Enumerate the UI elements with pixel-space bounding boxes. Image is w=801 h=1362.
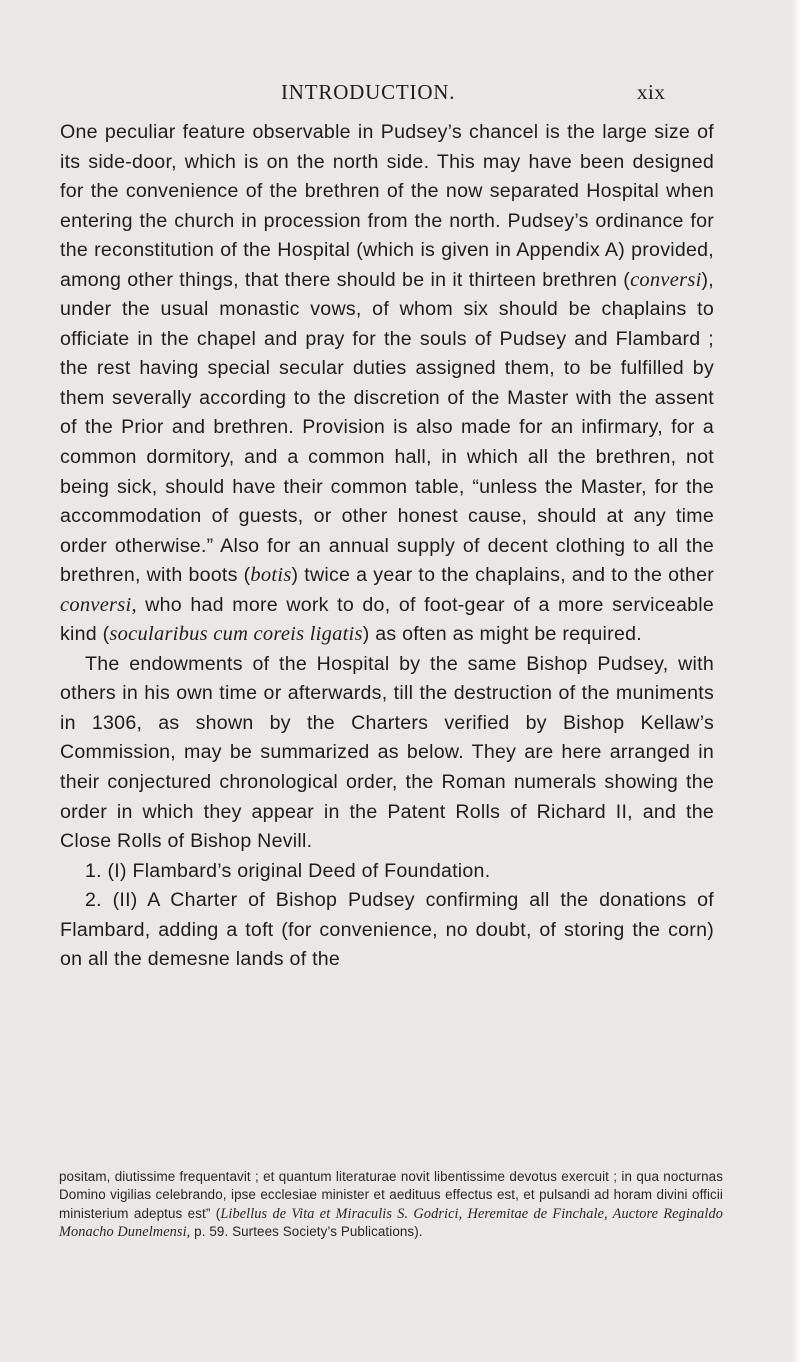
list-item-1: 1. (I) Flambard’s original Deed of Foundation. [85, 859, 491, 882]
italic-term: conversi, [60, 593, 137, 616]
footnote-text: positam, diutissime frequentavit ; et quantum literaturae novit libentissime devotus exercuit ; in qua nocturnas Domino vigilias celebrando, ipse ecclesiae minister et aedituus effectus est, et pulsandi ad horam divini officii ministerium adeptus est” ( [59, 1169, 723, 1221]
footnote-text: p. 59. Surtees Society’s Publications). [190, 1223, 423, 1239]
paragraph-chancel [60, 118, 714, 650]
body-text [60, 118, 714, 975]
text-run: ) as often as might be required. [362, 623, 642, 646]
italic-term: socularibus cum coreis ligatis [109, 623, 363, 646]
italic-term: botis [250, 564, 292, 587]
text-run: ) twice a year to the chaplains, and to the other [291, 564, 715, 587]
running-title: INTRODUCTION. [281, 80, 456, 104]
running-head [0, 80, 801, 110]
italic-term: conversi [630, 268, 702, 291]
text-run: ), under the usual monastic vows, of whom six should be chaplains to officiate in the chapel and pray for the souls of Pudsey and Flambard ; the rest having special secular duties assigned them, to be fulfilled by them severally according to the discretion of the Master with the assent of the Prior and brethren. Provision is also made for an infirmary, for a common dormitory, and a common hall, in which all the brethren, not being sick, should have their common table, “unless the Master, for the accommodation of guests, or other honest cause, should at any time order otherwise.” Also for an annual supply of decent clothing to all the brethren, with boots ( [60, 268, 714, 587]
text-run: One peculiar feature observable in Pudsey’s chancel is the large size of its side-door, which is on the north side. This may have been designed for the convenience of the brethren of the now separated Hospital when entering the church in procession from the north. Pudsey’s ordinance for the reconstitution of the Hospital (which is given in Appendix A) provided, among other things, that there should be in it thirteen brethren ( [60, 121, 714, 291]
footnote-citation: Libellus de Vita et Miraculis S. Godrici, Heremitae de Finchale, Auctore Reginaldo Monacho Dunelmensi, [59, 1205, 723, 1240]
page-number: xix [637, 80, 666, 104]
list-item-2: 2. (II) A Charter of Bishop Pudsey confirming all the donations of Flambard, adding a toft (for convenience, no doubt, of storing the corn) on all the demesne lands of the [60, 889, 714, 971]
footnote [59, 1168, 723, 1241]
paragraph-endowments: The endowments of the Hospital by the same Bishop Pudsey, with others in his own time or afterwards, till the destruction of the muniments in 1306, as shown by the Charters verified by Bishop Kellaw’s Commission, may be summarized as below. They are here arranged in their conjectured chronological order, the Roman numerals showing the order in which they appear in the Patent Rolls of Richard II, and the Close Rolls of Bishop Nevill. [60, 652, 714, 853]
text-run: who had more work to do, of foot-gear of a more serviceable kind ( [60, 593, 714, 646]
page-edge [791, 0, 801, 1362]
